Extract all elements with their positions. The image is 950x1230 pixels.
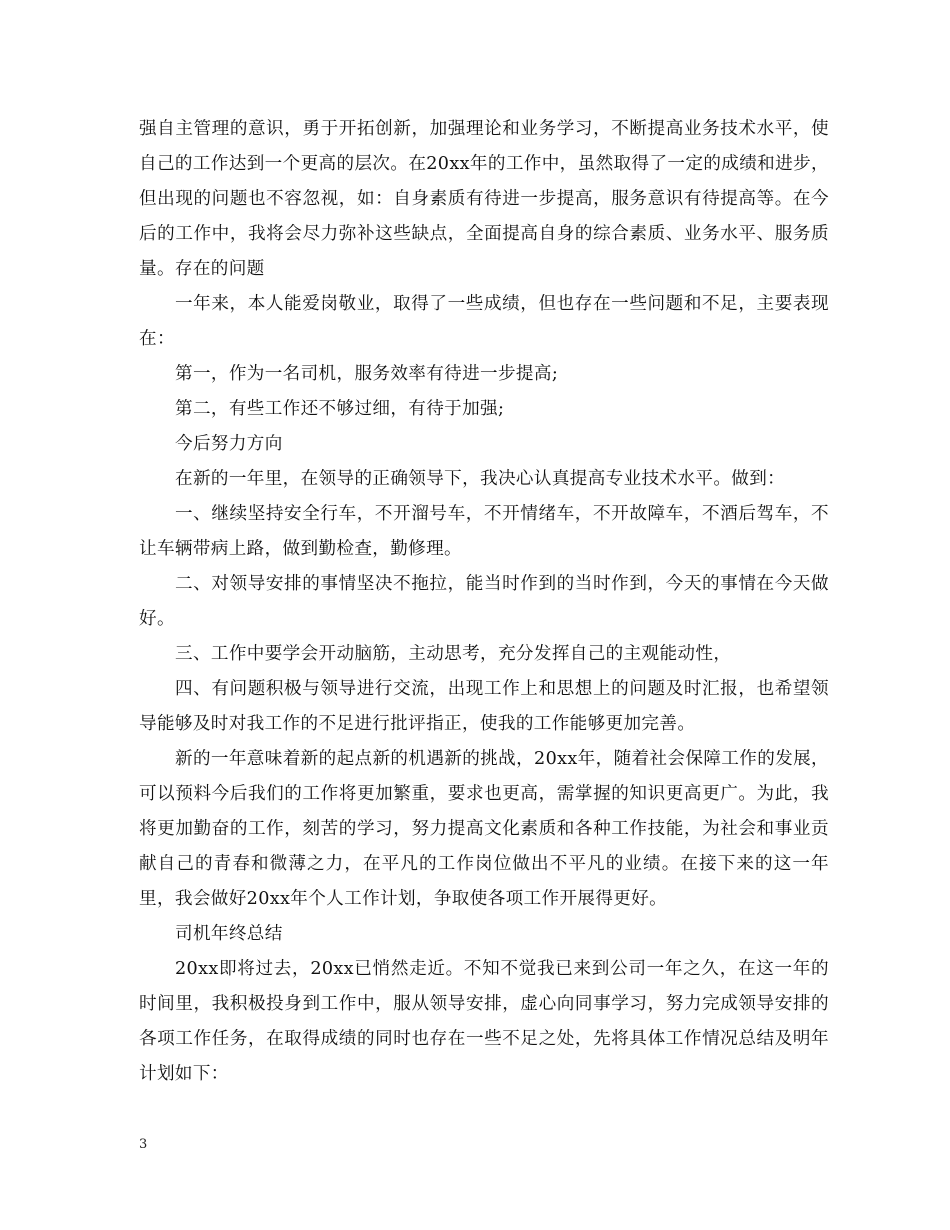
document-body xyxy=(139,112,829,1092)
paragraph-8: 二、对领导安排的事情坚决不拖拉，能当时作到的当时作到，今天的事情在今天做好。 xyxy=(139,574,829,629)
page-number: 3 xyxy=(139,1137,148,1152)
paragraph-6: 在新的一年里，在领导的正确领导下，我决心认真提高专业技术水平。做到： xyxy=(175,469,786,489)
paragraph-9: 三、工作中要学会开动脑筋，主动思考，充分发挥自己的主观能动性， xyxy=(175,644,732,664)
section-heading-future-direction: 今后努力方向 xyxy=(175,434,283,454)
paragraph-2: 一年来，本人能爱岗敬业，取得了一些成绩，但也存在一些问题和不足，主要表现在： xyxy=(139,294,829,349)
paragraph-11: 新的一年意味着新的起点新的机遇新的挑战，20xx年，随着社会保障工作的发展，可以预料今后我们的工作将更加繁重，要求也更高，需掌握的知识更高更广。为此，我将更加勤奋的工作，刻苦的学习，努力提高文化素质和各种工作技能，为社会和事业贡献自己的青春和微薄之力，在平凡的工作岗位做出不平凡的业绩。在接下来的这一年里，我会做好20xx年个人工作计划，争取使各项工作开展得更好。 xyxy=(139,749,829,909)
paragraph-7: 一、继续坚持安全行车，不开溜号车，不开情绪车，不开故障车，不酒后驾车，不让车辆带病上路，做到勤检查，勤修理。 xyxy=(139,504,829,559)
paragraph-4: 第二，有些工作还不够过细，有待于加强; xyxy=(175,399,505,419)
paragraph-10: 四、有问题积极与领导进行交流，出现工作上和思想上的问题及时汇报，也希望领导能够及时对我工作的不足进行批评指正，使我的工作能够更加完善。 xyxy=(139,679,829,734)
section-heading-driver-summary: 司机年终总结 xyxy=(175,924,283,944)
paragraph-1: 强自主管理的意识，勇于开拓创新，加强理论和业务学习，不断提高业务技术水平，使自己的工作达到一个更高的层次。在20xx年的工作中，虽然取得了一定的成绩和进步，但出现的问题也不容忽视，如：自身素质有待进一步提高，服务意识有待提高等。在今后的工作中，我将会尽力弥补这些缺点，全面提高自身的综合素质、业务水平、服务质量。存在的问题 xyxy=(139,119,829,279)
paragraph-3: 第一，作为一名司机，服务效率有待进一步提高; xyxy=(175,364,559,384)
paragraph-13: 20xx即将过去，20xx已悄然走近。不知不觉我已来到公司一年之久，在这一年的时间里，我积极投身到工作中，服从领导安排，虚心向同事学习，努力完成领导安排的各项工作任务，在取得成绩的同时也存在一些不足之处，先将具体工作情况总结及明年计划如下： xyxy=(139,959,829,1084)
